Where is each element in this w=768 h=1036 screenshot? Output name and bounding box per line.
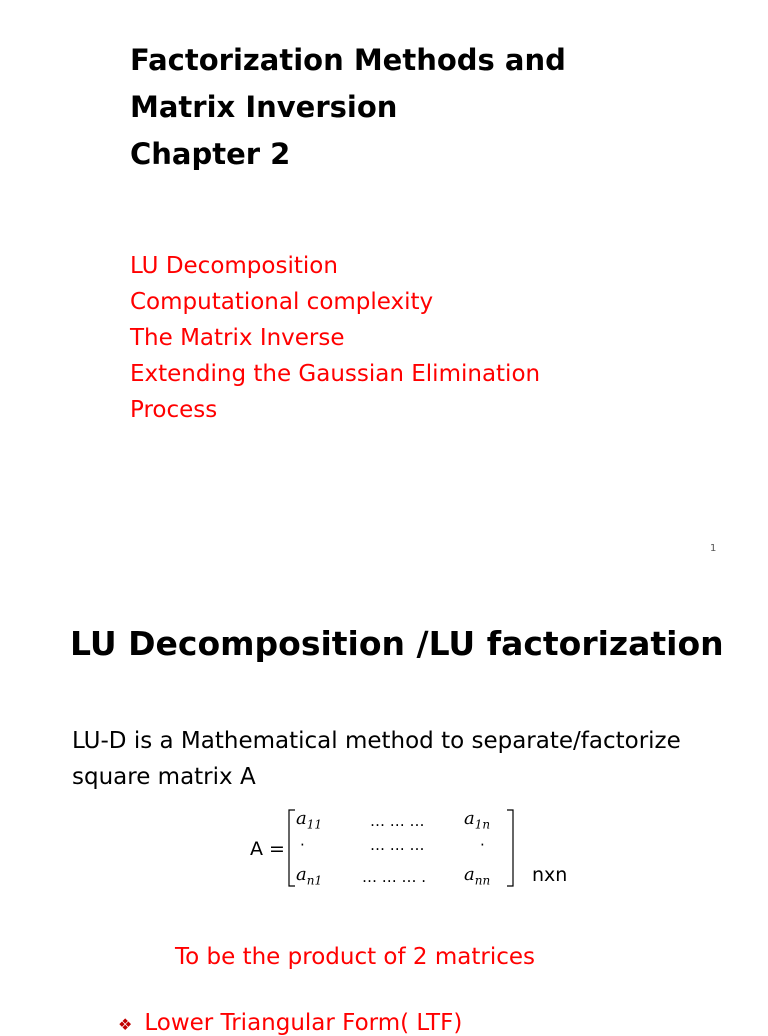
- slide2-heading: LU Decomposition /LU factorization: [70, 624, 724, 663]
- matrix-cell-ann: $a_{nn}$: [464, 864, 491, 888]
- product-statement: To be the product of 2 matrices: [175, 944, 535, 970]
- matrix-cell-an1: $a_{n1}$: [296, 864, 323, 888]
- matrix-dots-row1: … … …: [370, 812, 425, 830]
- slide-number: 1: [710, 543, 717, 554]
- matrix-a: [286, 808, 516, 886]
- matrix-cell-a1n: $a_{1n}$: [464, 808, 491, 832]
- matrix-cell-a11: $a_{11}$: [296, 808, 323, 832]
- topic-extending-gaussian: Extending the Gaussian Elimination: [130, 361, 541, 387]
- slide-title-line-1: Factorization Methods and: [130, 43, 566, 77]
- topic-computational-complexity: Computational complexity: [130, 289, 434, 315]
- body-line-2: square matrix A: [72, 764, 256, 790]
- slide-title-line-2: Matrix Inversion: [130, 90, 398, 124]
- matrix-label: A =: [250, 838, 285, 860]
- bullet-ltf: [118, 1010, 462, 1036]
- matrix-dot-row2-left: ·: [300, 836, 305, 854]
- diamond-bullet-icon: ❖: [118, 1015, 133, 1034]
- matrix-dots-row3: … … … .: [362, 868, 427, 886]
- body-line-1: LU-D is a Mathematical method to separate/factorize: [72, 728, 681, 754]
- topic-lu-decomposition: LU Decomposition: [130, 253, 338, 279]
- matrix-dot-row2-right: ·: [480, 836, 485, 854]
- slide-title-line-3: Chapter 2: [130, 137, 291, 171]
- topic-process: Process: [130, 397, 218, 423]
- matrix-size-label: nxn: [532, 864, 568, 886]
- bullet-ltf-text: Lower Triangular Form( LTF): [144, 1010, 463, 1036]
- matrix-dots-row2: … … …: [370, 836, 425, 854]
- topic-matrix-inverse: The Matrix Inverse: [130, 325, 345, 351]
